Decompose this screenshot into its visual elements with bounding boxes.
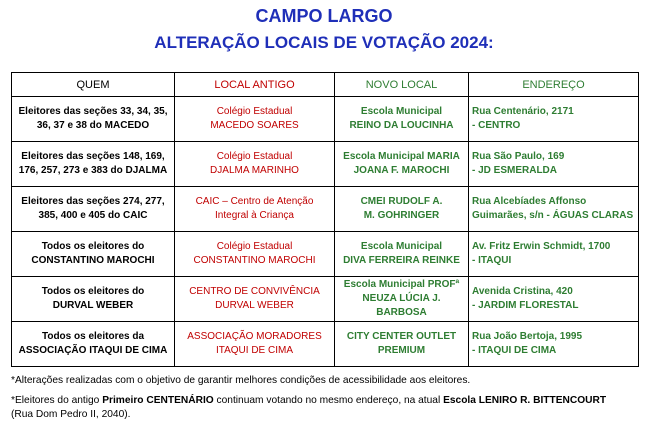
cell-novo-local-line: JOANA F. MAROCHI [353,165,450,176]
cell-local-antigo-line: Colégio Estadual [216,241,293,252]
cell-endereco-line: Rua João Bertoja, 1995 [472,331,583,342]
cell-novo-local [335,187,469,232]
cell-quem-line: Eleitores das seções 148, 169, [21,151,165,162]
cell-endereco-line: Rua Centenário, 2171 [472,106,574,117]
cell-endereco [469,187,639,232]
cell-quem [12,322,175,367]
cell-novo-local-line: REINO DA LOUCINHA [349,120,454,131]
cell-local-antigo [175,322,335,367]
cell-local-antigo-line: ASSOCIAÇÃO MORADORES [187,331,322,342]
cell-endereco [469,97,639,142]
table-header-row [12,73,639,97]
footnote-address: (Rua Dom Pedro II, 2040). [11,409,131,420]
cell-quem-line: CONSTANTINO MAROCHI [31,255,155,266]
header-endereco: ENDEREÇO [469,73,639,97]
page-subtitle: ALTERAÇÃO LOCAIS DE VOTAÇÃO 2024: [154,33,494,52]
cell-novo-local-line: CMEI RUDOLF A. [360,196,443,207]
cell-local-antigo [175,232,335,277]
cell-local-antigo-line: DURVAL WEBER [215,300,294,311]
footnote-old-location: Primeiro CENTENÁRIO [102,394,214,406]
cell-local-antigo [175,142,335,187]
cell-novo-local-line: CITY CENTER OUTLET [346,331,457,342]
header-quem: QUEM [12,73,175,97]
cell-local-antigo-line: Colégio Estadual [216,106,293,117]
cell-local-antigo-line: Colégio Estadual [216,151,293,162]
cell-endereco [469,277,639,322]
cell-novo-local [335,142,469,187]
cell-quem-line: Todos os eleitores da [41,331,145,342]
cell-quem [12,187,175,232]
cell-novo-local-line: M. GOHRINGER [363,210,440,221]
cell-local-antigo-line: CONSTANTINO MAROCHI [193,255,316,266]
table-row [12,277,639,322]
cell-novo-local-line: Escola Municipal [360,241,443,252]
table-row [12,142,639,187]
table-row [12,187,639,232]
cell-quem-line: 176, 257, 273 e 383 do DJALMA [18,165,168,176]
cell-local-antigo [175,277,335,322]
cell-local-antigo-line: Integral à Criança [215,210,294,221]
page-title: CAMPO LARGO [255,6,393,26]
header-local-antigo: LOCAL ANTIGO [175,73,335,97]
cell-novo-local [335,232,469,277]
cell-quem [12,97,175,142]
cell-quem-line: Eleitores das seções 33, 34, 35, [18,106,168,117]
cell-local-antigo-line: ITAQUI DE CIMA [215,345,294,356]
header-novo-local: NOVO LOCAL [335,73,469,97]
cell-quem-line: ASSOCIAÇÃO ITAQUI DE CIMA [18,345,168,356]
table-row [12,232,639,277]
footnotes [11,374,641,423]
cell-novo-local [335,97,469,142]
cell-novo-local-line: Escola Municipal [360,106,443,117]
cell-novo-local-line: Escola Municipal MARIA [343,151,460,162]
cell-quem-line: DURVAL WEBER [52,300,134,311]
cell-endereco-line: Guimarães, s/n - ÁGUAS CLARAS [472,210,634,221]
cell-local-antigo-line: CENTRO DE CONVIVÊNCIA [189,286,320,297]
cell-quem-line: Eleitores das seções 274, 277, [21,196,165,207]
cell-quem-line: Todos os eleitores do [41,286,145,297]
cell-endereco-line: - JD ESMERALDA [472,165,558,176]
table-row [12,97,639,142]
cell-novo-local [335,277,469,322]
cell-endereco-line: Avenida Cristina, 420 [472,286,573,297]
cell-endereco-line: Rua São Paulo, 169 [472,151,565,162]
cell-novo-local [335,322,469,367]
footnote-prefix: *Eleitores do antigo [11,394,103,406]
cell-quem [12,277,175,322]
footnote-middle: continuam votando no mesmo endereço, na atual [213,394,444,406]
cell-novo-local-line: DIVA FERREIRA REINKE [343,255,460,266]
cell-endereco [469,322,639,367]
cell-novo-local-line: PREMIUM [377,345,426,356]
cell-quem-line: 385, 400 e 405 do CAIC [38,210,148,221]
footnote-centenario [11,394,641,423]
cell-endereco [469,232,639,277]
cell-local-antigo [175,97,335,142]
cell-endereco-line: - ITAQUI DE CIMA [472,345,557,356]
voting-locations-table [11,72,639,367]
cell-local-antigo-line: CAIC – Centro de Atenção [195,196,314,207]
cell-endereco-line: - CENTRO [472,120,521,131]
cell-local-antigo-line: MACEDO SOARES [210,120,299,131]
table-row [12,322,639,367]
cell-quem-line: Todos os eleitores do [41,241,145,252]
cell-novo-local-line: Escola Municipal PROFª [343,279,460,290]
cell-local-antigo-line: DJALMA MARINHO [210,165,299,176]
cell-endereco-line: - JARDIM FLORESTAL [472,300,579,311]
cell-quem [12,232,175,277]
footnote-accessibility: *Alterações realizadas com o objetivo de garantir melhores condições de acessibilidade aos eleitores. [11,375,471,386]
cell-local-antigo [175,187,335,232]
cell-endereco-line: - ITAQUI [472,255,512,266]
cell-endereco-line: Rua Alcebíades Affonso [472,196,587,207]
cell-endereco-line: Av. Fritz Erwin Schmidt, 1700 [472,241,611,252]
cell-endereco [469,142,639,187]
cell-quem-line: 36, 37 e 38 do MACEDO [36,120,150,131]
cell-quem [12,142,175,187]
footnote-new-school: Escola LENIRO R. BITTENCOURT [443,394,607,406]
cell-novo-local-line: NEUZA LÚCIA J. BARBOSA [362,293,441,318]
